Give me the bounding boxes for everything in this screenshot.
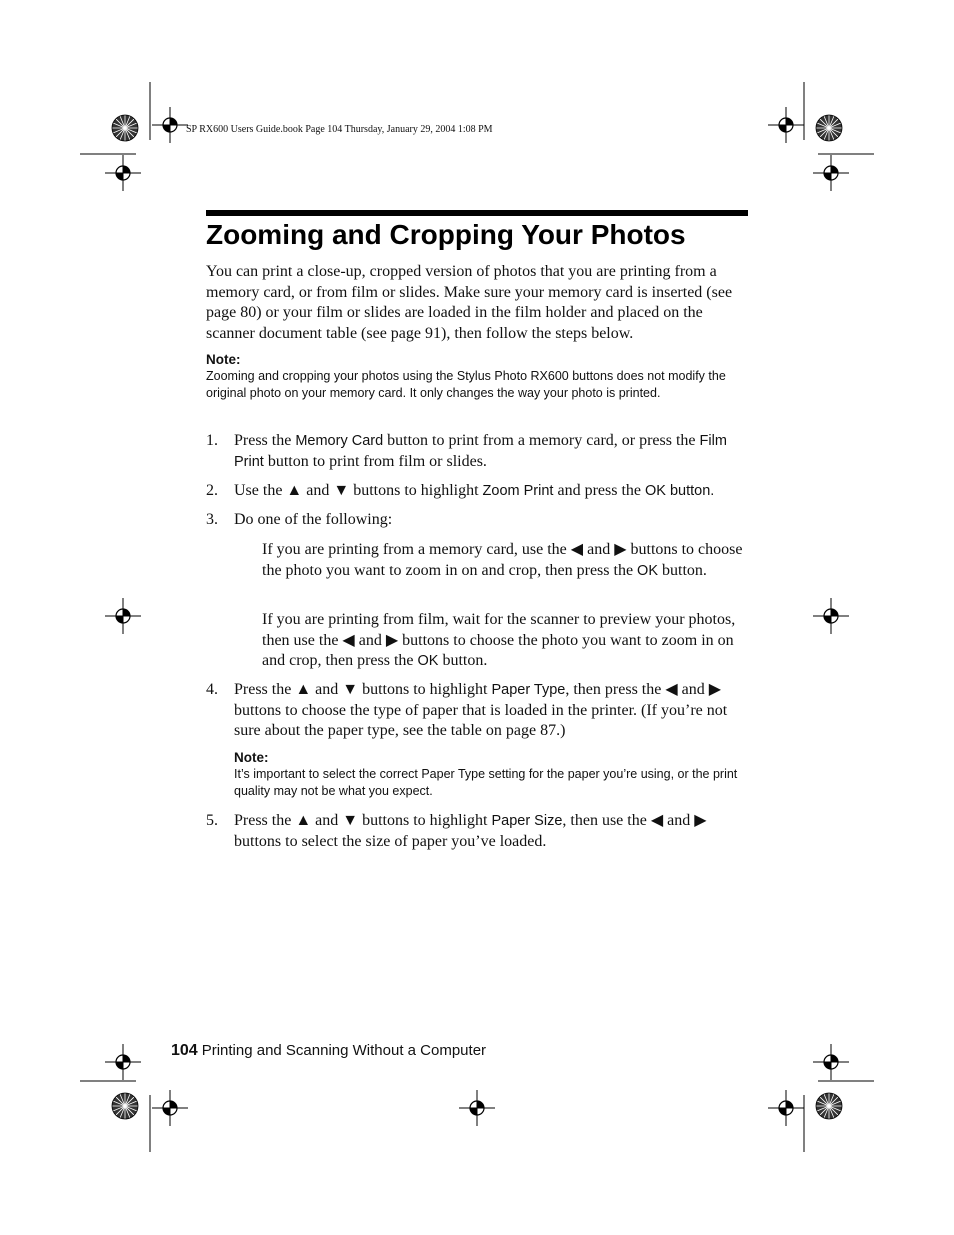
text-run: If you are printing from film, wait for the scanner to preview your photos, then use the ◀ and ▶ buttons to choose the photo you want to zoom in on and crop, then press the xyxy=(262,611,736,669)
note-2-label: Note: xyxy=(234,750,269,765)
intro-paragraph: You can print a close-up, cropped version of photos that you are printing from a memory card, or from film or slides. Make sure your memory card is inserted (see page 80) or your film or slides are loaded in the film holder and placed on the scanner document table (see page 91), then follow the steps below. xyxy=(206,263,733,342)
note-2 xyxy=(234,750,749,800)
text-run: Press the ▲ and ▼ buttons to highlight xyxy=(234,812,492,829)
step-text xyxy=(234,811,749,852)
page-number: 104 xyxy=(171,1042,198,1059)
text-run: button. xyxy=(658,561,707,579)
step-number: 3. xyxy=(206,511,218,528)
note-2-text: It’s important to select the correct Paper Type setting for the paper you’re using, or the print quality may not be what you expect. xyxy=(234,767,738,798)
page-footer xyxy=(171,1042,486,1060)
step-3-option-film xyxy=(262,610,748,672)
button-name-film-print: Film Print xyxy=(234,433,727,470)
text-run: button. xyxy=(438,652,488,669)
text-run: button to print from film or slides. xyxy=(263,452,487,470)
button-name-memory-card: Memory Card xyxy=(295,433,384,449)
footer-section-name: Printing and Scanning Without a Computer xyxy=(201,1042,487,1059)
text-run: If you are printing from a memory card, use the ◀ and ▶ buttons to choose the photo you want to zoom in on and crop, then press the xyxy=(262,541,743,579)
step-number: 4. xyxy=(206,681,218,698)
menu-name-paper-size: Paper Size xyxy=(491,813,563,829)
step-text xyxy=(234,680,749,742)
book-slug-line: SP RX600 Users Guide.book Page 104 Thursday, January 29, 2004 1:08 PM xyxy=(186,124,493,135)
text-run: Use the ▲ and ▼ buttons to highlight xyxy=(234,482,483,499)
step-text xyxy=(234,431,749,472)
text-run: Press the xyxy=(234,432,296,449)
menu-name-zoom-print: Zoom Print xyxy=(482,483,554,499)
page-title: Zooming and Cropping Your Photos xyxy=(206,219,686,250)
text-run: , then press the ◀ and ▶ buttons to choose the type of paper that is loaded in the printer. (If you’re not sure about the paper type, see the table on page 87.) xyxy=(234,681,728,739)
step-text xyxy=(234,481,749,502)
button-name-ok: OK xyxy=(637,562,658,579)
step-number: 1. xyxy=(206,432,218,449)
text-run: , then use the ◀ and ▶ buttons to select the size of paper you’ve loaded. xyxy=(234,812,707,850)
text-run: Press the ▲ and ▼ buttons to highlight xyxy=(234,681,492,698)
step-number: 2. xyxy=(206,482,218,499)
menu-name-paper-type: Paper Type xyxy=(491,682,566,698)
note-1-label: Note: xyxy=(206,352,241,367)
note-1 xyxy=(206,352,751,402)
text-run: button to print from a memory card, or press the xyxy=(383,432,700,449)
button-name-ok: OK button. xyxy=(645,483,715,499)
button-name-ok: OK xyxy=(417,653,439,669)
step-3-option-memory-card xyxy=(262,540,748,581)
step-number: 5. xyxy=(206,812,218,829)
note-1-text: Zooming and cropping your photos using the Stylus Photo RX600 buttons does not modify the original photo on your memory card. It only changes the way your photo is printed. xyxy=(206,369,726,400)
step-text: Do one of the following: xyxy=(234,511,393,528)
text-run: and press the xyxy=(553,482,645,499)
